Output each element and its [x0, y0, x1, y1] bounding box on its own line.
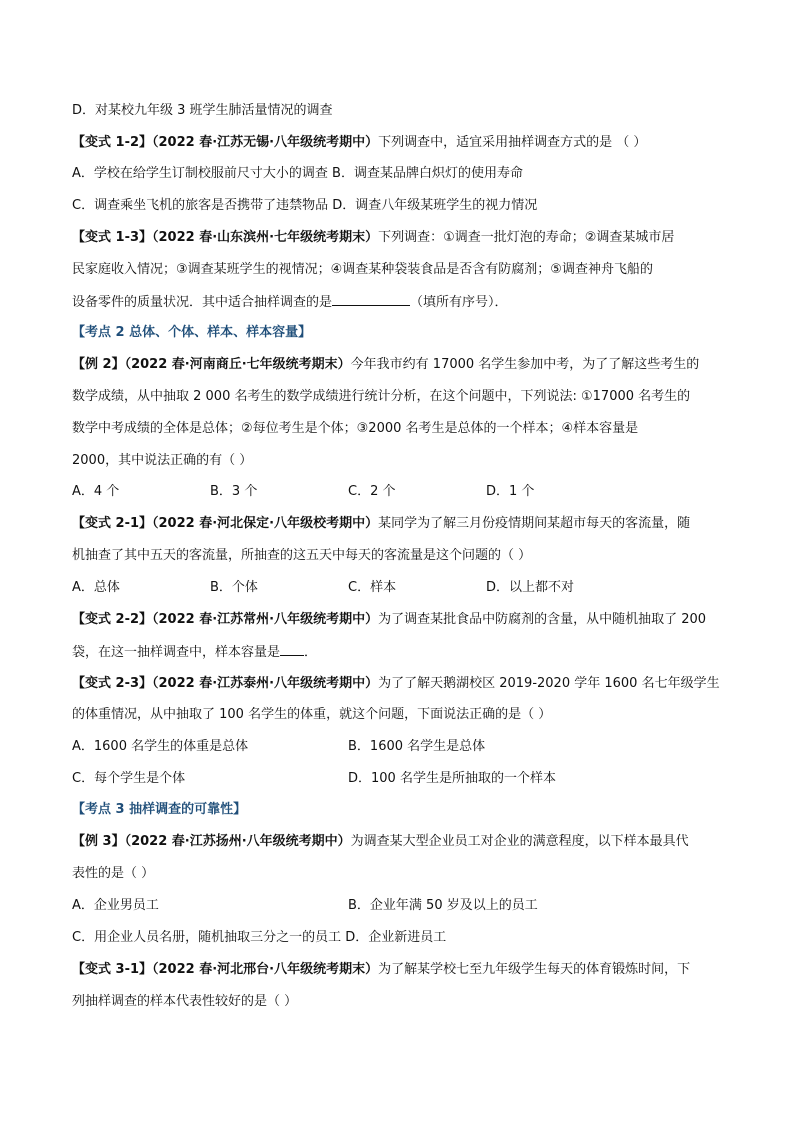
example-2-line [72, 356, 699, 374]
question-text: 某同学为了解三月份疫情期间某超市每天的客流量，随 [378, 516, 691, 531]
options-ab-line: A．学校在给学生订制校服前尺寸大小的调查 B．调查某品牌白炽灯的使用寿命 [72, 166, 523, 181]
question-text: （填所有序号）． [410, 295, 508, 310]
question-text: 下列调查中，适宜采用抽样调查方式的是 （ ） [378, 135, 647, 150]
source-tag: （2022 春·河北保定·八年级校考期中） [152, 516, 379, 531]
question-text: 设备零件的质量状况．其中适合抽样调查的是 [72, 295, 333, 310]
question-text: ． [304, 645, 318, 660]
question-text: 袋，在这一抽样调查中，样本容量是 [72, 645, 281, 660]
variant-3-1-line [72, 961, 690, 979]
answer-blank[interactable] [332, 293, 410, 306]
option-d: D．以上都不对 [486, 580, 575, 595]
option-b: B．3 个 [210, 484, 258, 499]
option-a: A．企业男员工 [72, 898, 159, 913]
source-tag: （2022 春·河南商丘·七年级统考期末） [124, 357, 351, 372]
example-tag: 【例 2】 [72, 357, 125, 372]
source-tag: （2022 春·江苏无锡·八年级统考期中） [152, 135, 379, 150]
option-d: D．1 个 [486, 484, 535, 499]
option-a: A．1600 名学生的体重是总体 [72, 739, 249, 754]
variant-2-1-line [72, 515, 690, 533]
option-c: C．样本 [348, 580, 397, 595]
variant-2-3-line [72, 675, 720, 693]
question-continued: 2000，其中说法正确的有（ ） [72, 453, 253, 468]
source-tag: （2022 春·江苏扬州·八年级统考期中） [124, 834, 351, 849]
question-text: 为了解某学校七至九年级学生每天的体育锻炼时间，下 [378, 962, 691, 977]
variant-1-2-line [72, 134, 646, 152]
example-tag: 【例 3】 [72, 834, 125, 849]
source-tag: （2022 春·江苏常州·八年级统考期中） [152, 612, 379, 627]
question-text: 为调查某大型企业员工对企业的满意程度，以下样本最具代 [350, 834, 689, 849]
question-continued: 民家庭收入情况；③调查某班学生的视情况；④调查某种袋装食品是否含有防腐剂；⑤调查神舟飞船的 [72, 262, 653, 277]
question-text: 为了调查某批食品中防腐剂的含量，从中随机抽取了 200 [378, 612, 707, 627]
option-a: A．总体 [72, 580, 120, 595]
variant-tag: 【变式 2-1】 [72, 516, 153, 531]
question-continued: 机抽查了其中五天的客流量，所抽查的这五天中每天的客流量是这个问题的（ ） [72, 548, 532, 563]
question-continued [72, 293, 508, 312]
option-c: C．每个学生是个体 [72, 771, 186, 786]
question-continued: 的体重情况，从中抽取了 100 名学生的体重，就这个问题，下面说法正确的是（ ） [72, 707, 552, 722]
variant-tag: 【变式 1-2】 [72, 135, 153, 150]
option-d: D．100 名学生是所抽取的一个样本 [348, 771, 556, 786]
question-continued: 数学成绩，从中抽取 2 000 名考生的数学成绩进行统计分析，在这个问题中，下列说法: ①17000 名考生的 [72, 389, 691, 404]
question-text: 今年我市约有 17000 名学生参加中考，为了了解这些考生的 [350, 357, 700, 372]
variant-tag: 【变式 1-3】 [72, 230, 153, 245]
question-continued [72, 643, 317, 662]
variant-tag: 【变式 3-1】 [72, 962, 153, 977]
option-b: B．个体 [210, 580, 258, 595]
source-tag: （2022 春·山东滨州·七年级统考期末） [152, 230, 379, 245]
answer-blank[interactable] [280, 643, 304, 656]
options-cd-line: C．用企业人员名册，随机抽取三分之一的员工 D．企业新进员工 [72, 930, 447, 945]
option-b: B．企业年满 50 岁及以上的员工 [348, 898, 538, 913]
section-heading-3: 【考点 3 抽样调查的可靠性】 [72, 802, 247, 817]
section-heading-2: 【考点 2 总体、个体、样本、样本容量】 [72, 325, 312, 340]
source-tag: （2022 春·江苏泰州·八年级统考期中） [152, 676, 379, 691]
variant-1-3-line [72, 229, 674, 247]
example-3-line [72, 833, 689, 851]
option-d-line: D．对某校九年级 3 班学生肺活量情况的调查 [72, 103, 333, 118]
variant-2-2-line [72, 611, 706, 629]
question-continued: 列抽样调查的样本代表性较好的是（ ） [72, 994, 298, 1009]
question-text: 为了了解天鹅湖校区 2019-2020 学年 1600 名七年级学生 [378, 676, 720, 691]
variant-tag: 【变式 2-2】 [72, 612, 153, 627]
option-c: C．2 个 [348, 484, 396, 499]
question-continued: 数学中考成绩的全体是总体；②每位考生是个体；③2000 名考生是总体的一个样本；④样本容量是 [72, 421, 639, 436]
option-a: A．4 个 [72, 484, 120, 499]
question-continued: 表性的是（ ） [72, 866, 155, 881]
option-b: B．1600 名学生是总体 [348, 739, 486, 754]
variant-tag: 【变式 2-3】 [72, 676, 153, 691]
question-text: 下列调查：①调查一批灯泡的寿命；②调查某城市居 [378, 230, 675, 245]
source-tag: （2022 春·河北邢台·八年级统考期末） [152, 962, 379, 977]
options-cd-line: C．调查乘坐飞机的旅客是否携带了违禁物品 D．调查八年级某班学生的视力情况 [72, 198, 538, 213]
